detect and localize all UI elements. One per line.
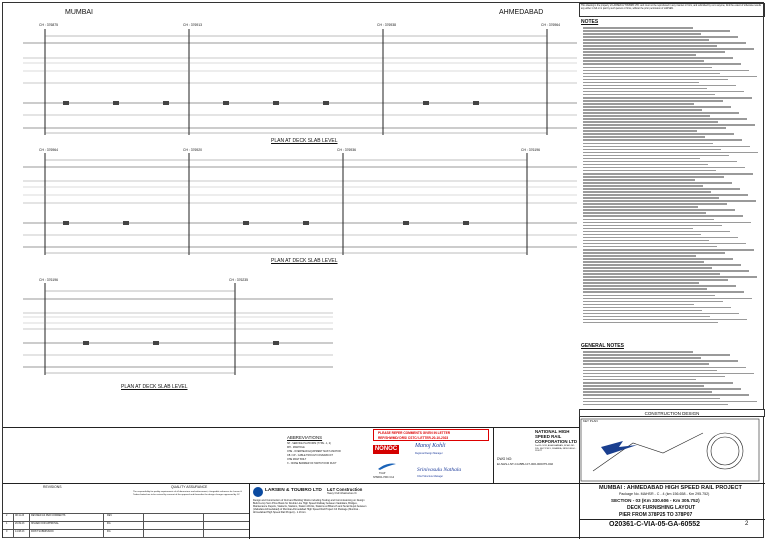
note-text-line <box>583 194 748 196</box>
note-text-line <box>583 197 719 199</box>
note-text-line <box>583 398 720 400</box>
note-text-line <box>583 376 725 378</box>
note-text-line <box>583 388 741 390</box>
review-stamp-line2: REF/SHWMD/ DRS/ CSTC/ LETTER-20-10-2023 <box>378 436 449 440</box>
revision-stamp: REV <box>107 514 112 517</box>
signature-1: Manoj Kohli <box>415 443 446 449</box>
note-text-line <box>583 130 697 132</box>
note-text-line <box>583 285 736 287</box>
construction-design-bar <box>579 409 765 417</box>
dwg-no-label: DWG NO: <box>497 457 513 461</box>
key-plan-label: KEY PLAN <box>583 419 598 423</box>
note-text-line <box>583 30 730 32</box>
note-text-line <box>583 85 736 87</box>
copyright-box <box>579 3 765 17</box>
note-text-line <box>583 185 703 187</box>
general-notes-body <box>583 351 759 407</box>
dwg-no-value: EI-NHS-LNT-C4-BBU-07-000-000375-002 <box>497 462 554 466</box>
abbreviation-item: X - NOISE BARRIER OF SWITCH FOR DUCT <box>287 462 337 465</box>
chainage-label: CH : 376938 <box>377 23 397 27</box>
chainage-label: CH : 376936 <box>337 148 357 152</box>
signature-1-role: Regional Design Manager <box>415 452 443 455</box>
note-text-line <box>583 267 712 269</box>
revisions-table <box>3 513 249 537</box>
plan-title: PLAN AT DECK SLAB LEVEL <box>271 258 338 264</box>
note-text-line <box>583 176 724 178</box>
drawing-number: O20361-C-VIA-05-GA-60552 <box>609 521 701 528</box>
note-text-line <box>583 310 702 312</box>
note-text-line <box>583 282 699 284</box>
note-text-line <box>583 106 731 108</box>
note-text-line <box>583 48 754 50</box>
tcap-name: TCAP <box>379 472 386 475</box>
note-text-line <box>583 209 735 211</box>
lt-construction: L&T Construction <box>327 487 363 492</box>
note-text-line <box>583 115 710 117</box>
drawing-sheet <box>2 2 764 538</box>
note-text-line <box>583 109 702 111</box>
chainage-label: CH : 376875 <box>39 23 59 27</box>
note-text-line <box>583 149 721 151</box>
note-text-line <box>583 363 709 365</box>
lt-sub: Heavy Civil Infrastructure IC <box>327 492 357 495</box>
notes-title: NOTES <box>581 19 599 25</box>
note-text-line <box>583 219 714 221</box>
note-text-line <box>583 354 730 356</box>
note-text-line <box>583 382 733 384</box>
note-text-line <box>583 231 730 233</box>
project-section: SECTION - 03 (Km 330.606 - Km 305.752) <box>611 498 700 503</box>
note-text-line <box>583 298 752 300</box>
note-text-line <box>583 63 741 65</box>
note-text-line <box>583 136 705 138</box>
note-text-line <box>583 206 698 208</box>
note-text-line <box>583 379 696 381</box>
divider <box>3 483 765 484</box>
quality-title: QUALITY ASSURANCE <box>171 485 208 489</box>
project-title: MUMBAI : AHMEDABAD HIGH SPEED RAIL PROJECT <box>599 485 742 491</box>
note-text-line <box>583 307 731 309</box>
note-text-line <box>583 91 744 93</box>
note-text-line <box>583 394 749 396</box>
note-text-line <box>583 70 749 72</box>
note-text-line <box>583 191 711 193</box>
note-text-line <box>583 54 696 56</box>
chainage-label: CH : 376235 <box>229 278 249 282</box>
revision-desc: ISSUED FOR APPROVAL <box>31 522 59 525</box>
note-text-line <box>583 212 706 214</box>
lt-logo-icon <box>253 487 263 497</box>
note-text-line <box>583 237 738 239</box>
note-text-line <box>583 170 716 172</box>
revision-current: 2 <box>745 521 749 527</box>
tcap-logo <box>377 461 397 471</box>
note-text-line <box>583 42 746 44</box>
note-text-line <box>583 246 717 248</box>
note-text-line <box>583 295 715 297</box>
note-text-line <box>583 240 709 242</box>
revision-number: 2 <box>6 514 8 517</box>
revision-date: 14.08.23 <box>15 530 25 533</box>
note-text-line <box>583 127 726 129</box>
chainage-label: CH : 376913 <box>183 23 203 27</box>
note-text-line <box>583 228 693 230</box>
nhsrcl-name: NATIONAL HIGH SPEED RAIL CORPORATION LTD <box>535 429 578 444</box>
note-text-line <box>583 112 739 114</box>
note-text-line <box>583 97 752 99</box>
divider <box>579 417 580 539</box>
tcap-sub: NHSRCL PMC Civil <box>373 476 394 479</box>
note-text-line <box>583 167 745 169</box>
note-text-line <box>583 360 738 362</box>
note-text-line <box>583 200 756 202</box>
note-text-line <box>583 264 741 266</box>
copyright-note: This drawing is the property of LARSEN & TOUBRO LTD. and must not be reproduced in any manner or form, and submitted by us to anyone, limit the extent of otherwise results any either in full or in part by such person or firms, without the prior permission of LARSEN. <box>581 5 762 10</box>
signature-2-role: Chief Structure Manager <box>417 475 444 478</box>
note-text-line <box>583 100 723 102</box>
signature-2: Srinivasulu Nathala <box>417 467 462 473</box>
note-text-line <box>583 124 755 126</box>
note-text-line <box>583 316 710 318</box>
drawing-subtitle: PIER FROM 378P25 TO 378P07 <box>619 512 693 518</box>
lt-description: Design and Construction of Civil and Building Works including Testing and Commissioning on Design Build Lump Sum Price Basis for Double Line High Speed Railway between Vadodara, Bridges, Maintenance Depots, Viaducts, Stations, Station Works, Stations at Bharuch and Surat Depot between (Vadodara Ahmedabad) of Mumbai-Ahmedabad High Speed Rail Project C4 Package (Mumbai - Ahmedabad High Speed Rail Project) - 1.16 km. <box>253 499 367 515</box>
note-text-line <box>583 161 737 163</box>
note-text-line <box>583 33 701 35</box>
note-text-line <box>583 370 717 372</box>
note-text-line <box>583 188 740 190</box>
note-text-line <box>583 182 732 184</box>
abbreviations-title: ABBREVIATIONS <box>287 435 323 440</box>
note-text-line <box>583 304 694 306</box>
note-text-line <box>583 94 715 96</box>
note-text-line <box>583 404 728 406</box>
note-text-line <box>583 373 754 375</box>
revision-number: 0 <box>6 530 8 533</box>
divider <box>579 519 765 520</box>
note-text-line <box>583 143 713 145</box>
note-text-line <box>583 288 707 290</box>
note-text-line <box>583 103 694 105</box>
note-text-line <box>583 357 701 359</box>
drawing-title: DECK FURNISHING LAYOUT <box>627 505 696 511</box>
abbreviation-item: SP - SERVICE PLATFORM (TYPE - 1, 2) <box>287 442 331 445</box>
note-text-line <box>583 133 734 135</box>
revisions-title: REVISIONS <box>43 485 62 489</box>
note-text-line <box>583 385 704 387</box>
abbreviation-item: CB / CP - CABLE TROUGH COVER/DUCT <box>287 454 334 457</box>
divider <box>249 483 250 539</box>
note-text-line <box>583 27 693 29</box>
note-text-line <box>583 79 728 81</box>
chainage-label: CH : 376196 <box>39 278 59 282</box>
note-text-line <box>583 155 729 157</box>
note-text-line <box>583 39 709 41</box>
note-text-line <box>583 273 720 275</box>
note-text-line <box>583 261 704 263</box>
note-text-line <box>583 76 757 78</box>
abbreviation-item: MH - MANHOLE <box>287 446 305 449</box>
revision-date: 26.09.23 <box>15 522 25 525</box>
abbreviation-item: OHE - OVERHEAD EQUIPMENT MAST ANCHOR <box>287 450 341 453</box>
note-text-line <box>583 215 743 217</box>
abbreviation-item: OHE MAST BOLT <box>287 458 307 461</box>
note-text-line <box>583 139 742 141</box>
note-text-line <box>583 234 701 236</box>
revision-date: 08.11.23 <box>15 514 25 517</box>
revision-number: 1 <box>6 522 8 525</box>
note-text-line <box>583 319 747 321</box>
chainage-label: CH : 376196 <box>521 148 541 152</box>
plan-title: PLAN AT DECK SLAB LEVEL <box>271 138 338 144</box>
note-text-line <box>583 225 722 227</box>
note-text-line <box>583 351 693 353</box>
note-text-line <box>583 313 739 315</box>
note-text-line <box>583 179 695 181</box>
note-text-line <box>583 243 746 245</box>
right-city-label: AHMEDABAD <box>499 9 544 16</box>
quality-text: The responsibility for quality requirements of all dimensions and enforcement, chargeable reference for Larsen & Toubro limited are to be revised by consent of the approval and thereafter the design changes approved by JV. <box>133 491 242 496</box>
note-text-line <box>583 367 746 369</box>
note-text-line <box>583 121 718 123</box>
revision-desc: REVISED AS PER COMMENTS <box>31 514 66 517</box>
nhsrcl-address: 2nd FLOOR, ASIA BHAWAN, ROAD NO. 205, SECTOR 9, DWARKA, NEW DELHI - 110077 <box>535 445 577 453</box>
note-text-line <box>583 45 717 47</box>
note-text-line <box>583 291 744 293</box>
review-stamp <box>373 429 489 441</box>
note-text-line <box>583 57 733 59</box>
chainage-label: CH : 376920 <box>183 148 203 152</box>
note-text-line <box>583 152 758 154</box>
note-text-line <box>583 82 699 84</box>
note-text-line <box>583 51 725 53</box>
revision-stamp: IFA <box>107 522 111 525</box>
note-text-line <box>583 60 704 62</box>
revision-stamp: IFA <box>107 530 111 533</box>
left-city-label: MUMBAI <box>65 9 93 16</box>
general-notes-title: GENERAL NOTES <box>581 343 624 349</box>
revision-desc: FIRST SUBMISSION <box>31 530 54 533</box>
note-text-line <box>583 164 708 166</box>
note-text-line <box>583 146 750 148</box>
note-text-line <box>583 118 747 120</box>
nonoc-logo: NONOC <box>374 446 398 452</box>
notes-body <box>583 27 759 325</box>
plan-title: PLAN AT DECK SLAB LEVEL <box>121 384 188 390</box>
note-text-line <box>583 270 749 272</box>
divider <box>493 427 494 483</box>
note-text-line <box>583 36 738 38</box>
note-text-line <box>583 391 712 393</box>
note-text-line <box>583 173 753 175</box>
chainage-label: CH : 376964 <box>39 148 59 152</box>
note-text-line <box>583 322 718 324</box>
note-text-line <box>583 258 733 260</box>
tcap-swoosh-icon <box>377 461 397 471</box>
construction-design-label: CONSTRUCTION DESIGN <box>644 411 700 416</box>
project-package: Package No. MAHSR - C - 4 (km 156.658 - Km 295.752) <box>619 492 710 496</box>
note-text-line <box>583 222 751 224</box>
note-text-line <box>583 401 757 403</box>
note-text-line <box>583 203 727 205</box>
note-text-line <box>583 279 728 281</box>
note-text-line <box>583 88 707 90</box>
review-stamp-line1: PLEASE REFER COMMENTS GIVEN IN LETTER <box>378 431 451 435</box>
note-text-line <box>583 252 725 254</box>
note-text-line <box>583 276 757 278</box>
note-text-line <box>583 158 700 160</box>
note-text-line <box>583 73 720 75</box>
note-text-line <box>583 249 754 251</box>
note-text-line <box>583 301 723 303</box>
lt-name: LARSEN & TOUBRO LTD <box>265 488 322 493</box>
chainage-label: CH : 376964 <box>541 23 561 27</box>
note-text-line <box>583 67 712 69</box>
note-text-line <box>583 255 696 257</box>
